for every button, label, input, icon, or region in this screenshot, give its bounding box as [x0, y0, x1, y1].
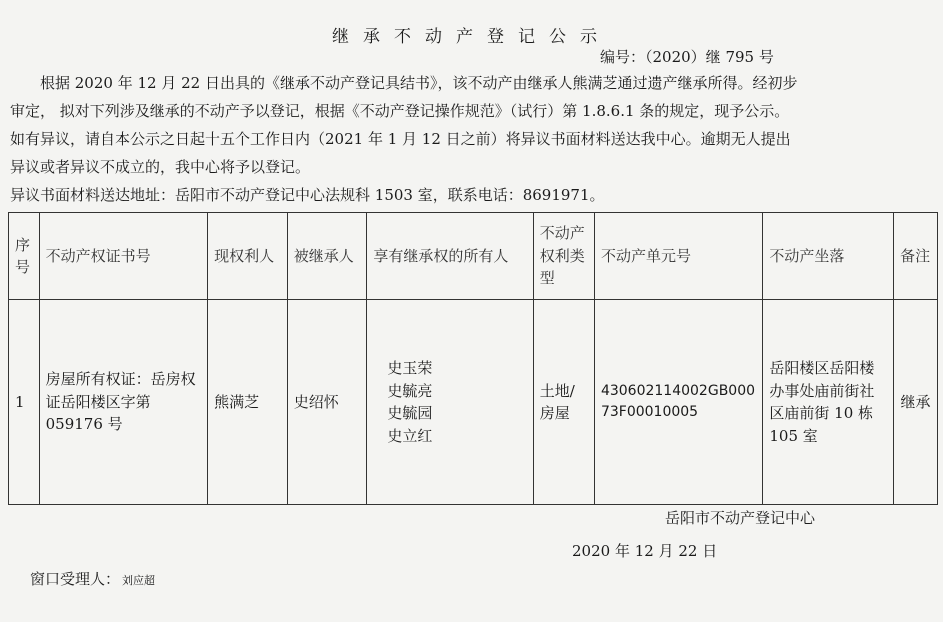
- table-header-row: [9, 213, 938, 300]
- cell-owner: 熊满芝: [208, 300, 288, 505]
- header-heirs: 享有继承权的所有人: [367, 213, 533, 300]
- header-seq: 序号: [9, 213, 40, 300]
- header-unit: 不动产单元号: [594, 213, 762, 300]
- header-location: 不动产坐落: [763, 213, 894, 300]
- registration-table: [8, 212, 938, 505]
- page-title: 继承不动产登记公示: [332, 27, 611, 47]
- issue-date: 2020 年 12 月 22 日: [572, 542, 718, 560]
- heir-name: 史立红: [387, 426, 433, 445]
- heir-name: 史毓园: [387, 404, 433, 422]
- receiver-signature: 刘应超: [122, 574, 156, 587]
- document-number: 编号：（2020）继 795 号: [600, 48, 774, 66]
- heir-name: 史毓亮: [387, 381, 433, 400]
- cell-deceased: 史绍怀: [287, 300, 367, 505]
- cell-unit: 430602114002GB00073F00010005: [594, 300, 762, 505]
- issuing-organization: 岳阳市不动产登记中心: [665, 509, 816, 527]
- receiver-label: 窗口受理人：: [30, 570, 121, 588]
- cell-cert: 房屋所有权证：岳房权证岳阳楼区字第 059176 号: [39, 300, 207, 505]
- paragraph-line-1: 根据 2020 年 12 月 22 日出具的《继承不动产登记具结书》，该不动产由继承人熊满芝通过遗产继承所得。经初步: [40, 74, 798, 92]
- paragraph-line-4: 异议或者异议不成立的，我中心将予以登记。: [10, 158, 311, 176]
- cell-remark: 继承: [894, 300, 938, 505]
- paragraph-line-3: 如有异议，请自本公示之日起十五个工作日内（2021 年 1 月 12 日之前）将异议书面材料送达我中心。逾期无人提出: [10, 130, 791, 148]
- cell-seq: 1: [9, 300, 40, 505]
- cell-location: 岳阳楼区岳阳楼办事处庙前街社区庙前街 10 栋 105 室: [763, 300, 894, 505]
- table-row: [9, 300, 938, 505]
- heir-name: 史玉荣: [387, 359, 433, 377]
- header-cert: 不动产权证书号: [39, 213, 207, 300]
- header-remark: 备注: [894, 213, 938, 300]
- header-deceased: 被继承人: [287, 213, 367, 300]
- paragraph-line-2: 审定， 拟对下列涉及继承的不动产予以登记，根据《不动产登记操作规范》（试行）第 1.8.6.1 条的规定，现予公示。: [10, 102, 790, 120]
- cell-heirs: [367, 300, 533, 505]
- header-type: 不动产权利类型: [533, 213, 594, 300]
- header-owner: 现权利人: [208, 213, 288, 300]
- cell-type: 土地/房屋: [533, 300, 594, 505]
- address-line: 异议书面材料送达地址：岳阳市不动产登记中心法规科 1503 室，联系电话：8691971。: [10, 186, 605, 204]
- window-receiver: [30, 568, 155, 589]
